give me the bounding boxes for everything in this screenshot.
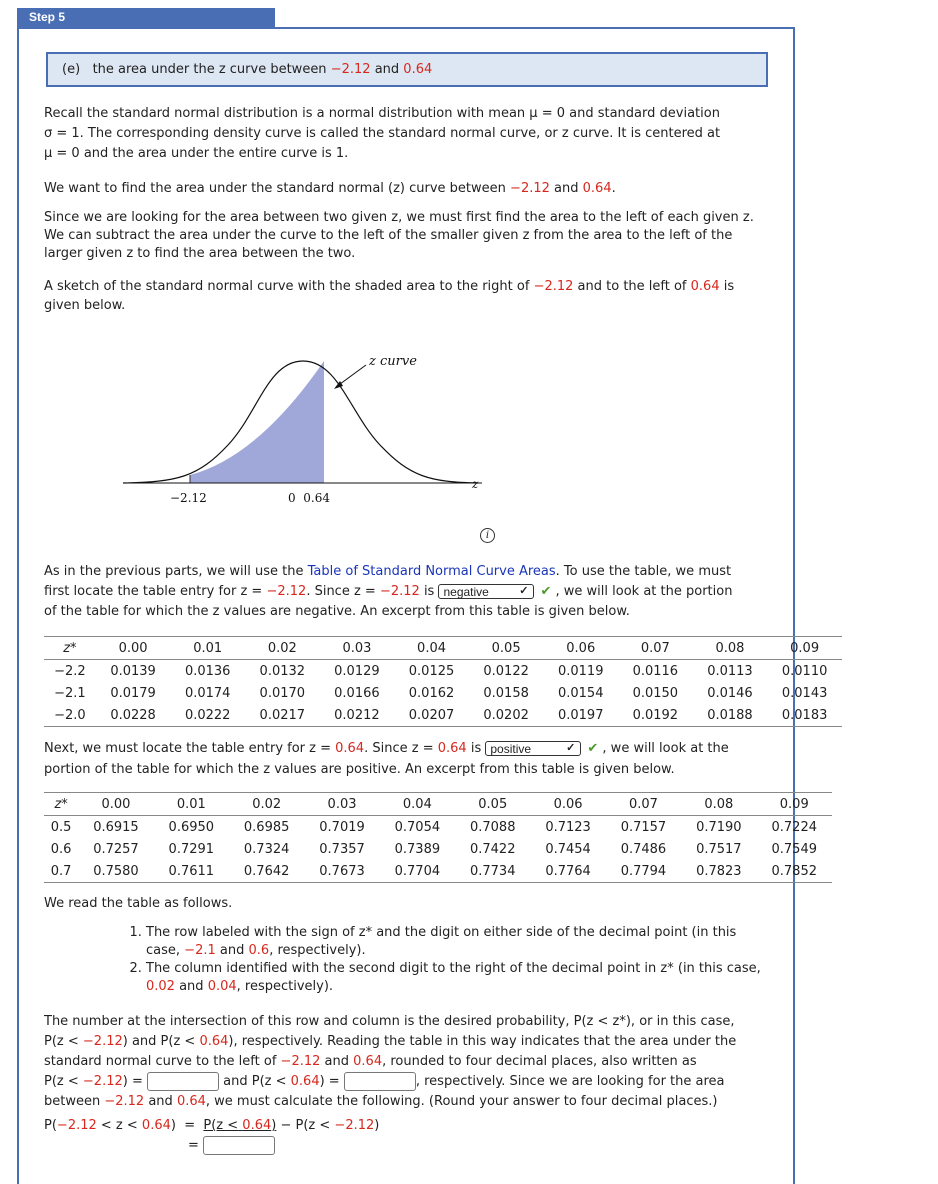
eq-rhs-first-term	[203, 1118, 276, 1133]
table-cell: 0.7054	[394, 819, 441, 835]
final-value-a-3: −2.12	[82, 1074, 123, 1089]
final-l4-post: , respectively. Since we are looking for the area	[415, 1074, 725, 1089]
table-intro-value-a-2: −2.12	[379, 584, 420, 599]
table-header-cell: 0.01	[170, 637, 245, 660]
step-2-value-b: 0.04	[207, 979, 237, 994]
table-cell: 0.0162	[408, 685, 455, 701]
chevron-down-icon: ✓	[566, 742, 576, 754]
want-and: and	[554, 181, 579, 196]
table-cell: 0.0174	[184, 685, 231, 701]
table-cell: 0.7580	[78, 860, 153, 883]
sketch-paragraph	[44, 277, 774, 315]
table-cell: 0.7123	[545, 819, 591, 835]
since-line-1: Since we are looking for the area between two given z, we must first find the area to the left of each given z.	[44, 210, 754, 225]
table-intro-is: is	[423, 584, 435, 599]
table-header-cell: 0.04	[380, 793, 455, 816]
table-intro-text: As in the previous parts, we will use the	[44, 564, 304, 579]
eq-rhs1-pre: P(z <	[203, 1118, 239, 1133]
answer-input-between[interactable]	[203, 1136, 275, 1155]
table-cell: 0.0143	[781, 685, 828, 701]
eq-lhs-mid: < z <	[100, 1118, 138, 1133]
table-row	[44, 682, 842, 704]
equation-row-1	[44, 1116, 379, 1136]
next-line-2: portion of the table for which the z values are positive. An excerpt from this table is given below.	[44, 762, 675, 777]
table-cell: 0.7422	[469, 841, 516, 857]
sketch-value-a: −2.12	[533, 279, 574, 294]
negative-z-table	[44, 636, 842, 727]
table-cell: 0.7019	[319, 819, 365, 835]
table-header-cell: 0.09	[757, 793, 833, 816]
table-cell: 0.6950	[168, 819, 215, 835]
table-cell: 0.7454	[545, 841, 591, 857]
chevron-down-icon: ✓	[519, 585, 529, 597]
table-cell: 0.0146	[707, 685, 753, 701]
table-cell: 0.7704	[380, 860, 455, 883]
table-cell: 0.0119	[557, 663, 604, 679]
eq-value-a: −2.12	[56, 1118, 97, 1133]
step-1-end: , respectively).	[269, 943, 366, 958]
next-since: . Since z =	[364, 741, 434, 756]
table-cell: 0.0170	[259, 685, 306, 701]
table-cell: −2.0	[44, 704, 96, 727]
table-cell: 0.0125	[408, 663, 455, 679]
table-cell: 0.0132	[259, 663, 306, 679]
answer-input-p-pos[interactable]	[344, 1072, 416, 1091]
want-end: .	[611, 181, 616, 196]
table-header-row	[44, 793, 832, 816]
final-l2-p1: P(z <	[44, 1034, 79, 1049]
list-item	[146, 960, 776, 996]
table-cell: 0.0136	[184, 663, 231, 679]
final-paragraph	[44, 1012, 774, 1112]
read-intro: We read the table as follows.	[44, 896, 233, 911]
eq-value-b: 0.64	[141, 1118, 171, 1133]
table-cell: −2.1	[54, 685, 86, 701]
since-line-2: We can subtract the area under the curve to the left of the smaller given z from the area to the left of the	[44, 228, 733, 243]
table-header-cell: 0.01	[154, 793, 229, 816]
eq-minus: −	[280, 1118, 292, 1133]
step-2-end: , respectively).	[236, 979, 334, 994]
table-intro-line-3: of the table for which the z values are negative. An excerpt from this table is given below.	[44, 604, 630, 619]
table-cell: 0.7794	[606, 860, 681, 883]
table-cell: 0.7642	[229, 860, 304, 883]
table-header-cell: z*	[44, 637, 96, 660]
final-l5-pre: between	[44, 1094, 101, 1109]
table-header-row	[44, 637, 842, 660]
eq-lhs-end: )	[170, 1118, 176, 1133]
part-prefix: (e)	[62, 62, 81, 77]
table-cell: 0.0139	[110, 663, 156, 679]
since-paragraph	[44, 209, 774, 263]
table-cell: 0.7357	[319, 841, 365, 857]
table-header-cell: 0.06	[543, 637, 618, 660]
table-intro-value-a: −2.12	[266, 584, 307, 599]
table-header-cell: 0.07	[618, 637, 693, 660]
eq-rhs2-end: )	[374, 1118, 380, 1133]
want-value-a: −2.12	[510, 181, 550, 196]
table-header-cell: 0.09	[767, 637, 842, 660]
list-item	[146, 924, 776, 960]
table-cell: 0.0228	[96, 704, 171, 727]
eq-lhs-pre: P(	[44, 1118, 57, 1133]
final-value-b-2: 0.64	[353, 1054, 383, 1069]
final-value-a: −2.12	[82, 1034, 123, 1049]
recall-paragraph	[44, 104, 774, 164]
table-cell: 0.7	[44, 860, 78, 883]
axis-label: z	[472, 477, 479, 491]
table-intro-paragraph	[44, 562, 774, 622]
table-intro-since: . Since z =	[306, 584, 376, 599]
check-icon: ✔	[540, 584, 552, 599]
final-l4-p2: ) =	[122, 1074, 143, 1089]
table-cell: 0.0207	[394, 704, 469, 727]
read-steps-list	[126, 924, 776, 996]
next-is: is	[470, 741, 482, 756]
sketch-end: is	[723, 279, 735, 294]
table-header-cell: 0.00	[78, 793, 153, 816]
final-l3-post: , rounded to four decimal places, also written as	[382, 1054, 697, 1069]
want-text: We want to find the area under the standard normal (z) curve between	[44, 181, 506, 196]
table-cell: 0.0113	[707, 663, 753, 679]
part-value-a: −2.12	[330, 62, 371, 77]
curve-label: z curve	[369, 354, 417, 369]
table-cell: 0.0158	[483, 685, 529, 701]
recall-line-2: σ = 1. The corresponding density curve is called the standard normal curve, or z curve. It is centered at	[44, 126, 721, 141]
step-1-value-b: 0.6	[248, 943, 270, 958]
table-intro-post-2: , we will look at the portion	[555, 584, 733, 599]
table-row	[44, 838, 832, 860]
table-cell: 0.0154	[557, 685, 604, 701]
next-paragraph	[44, 738, 774, 780]
table-header-cell: 0.02	[245, 637, 320, 660]
eq2-equals: =	[188, 1138, 199, 1153]
table-cell: 0.7611	[154, 860, 229, 883]
frame-left-border	[17, 27, 19, 1184]
final-l3-pre: standard normal curve to the left of	[44, 1054, 277, 1069]
table-header-cell: 0.04	[394, 637, 469, 660]
table-cell: 0.7549	[771, 841, 817, 857]
normal-curve-figure	[118, 345, 518, 515]
table-cell: 0.6	[50, 841, 72, 857]
table-cell: 0.0183	[767, 704, 842, 727]
table-cell: 0.0197	[543, 704, 618, 727]
table-header-cell: 0.03	[304, 793, 379, 816]
table-header-cell: 0.08	[681, 793, 756, 816]
table-cell: 0.7157	[620, 819, 667, 835]
table-cell: 0.0212	[320, 704, 395, 727]
table-cell: 0.0150	[632, 685, 679, 701]
tick-label-right: 0 0.64	[288, 491, 330, 505]
table-header-cell: 0.05	[469, 637, 544, 660]
final-value-a-4: −2.12	[104, 1094, 145, 1109]
table-header-cell: 0.05	[455, 793, 530, 816]
table-cell: 0.7764	[530, 860, 605, 883]
final-value-b-4: 0.64	[176, 1094, 206, 1109]
final-line-1: The number at the intersection of this row and column is the desired probability, P(z < z*), or in this case,	[44, 1014, 735, 1029]
table-cell: 0.6985	[243, 819, 290, 835]
table-cell: 0.0110	[781, 663, 828, 679]
table-cell: 0.7517	[696, 841, 742, 857]
sketch-mid: and to the left of	[577, 279, 687, 294]
table-header-cell: 0.02	[229, 793, 304, 816]
sketch-value-b: 0.64	[690, 279, 720, 294]
eq-rhs1-end: )	[271, 1118, 277, 1133]
positive-z-table	[44, 792, 832, 883]
table-header-cell: z*	[44, 793, 78, 816]
table-header-cell: 0.00	[96, 637, 171, 660]
sign-select-value: positive	[490, 742, 532, 756]
final-l5-post: , we must calculate the following. (Round your answer to four decimal places.)	[205, 1094, 718, 1109]
recall-line-3: μ = 0 and the area under the entire curve is 1.	[44, 146, 349, 161]
table-header-cell: 0.06	[530, 793, 605, 816]
final-l5-and: and	[148, 1094, 173, 1109]
table-cell: 0.0166	[334, 685, 380, 701]
table-cell: 0.0122	[483, 663, 529, 679]
step-2-text: The column identified with the second digit to the right of the decimal point in z* (in this case,	[146, 961, 761, 976]
table-cell: 0.0222	[170, 704, 245, 727]
table-link[interactable]: Table of Standard Normal Curve Areas	[307, 564, 556, 579]
equation-row-2	[188, 1136, 275, 1156]
table-cell: 0.7324	[243, 841, 290, 857]
recall-line-1: Recall the standard normal distribution is a normal distribution with mean μ = 0 and standard deviation	[44, 106, 720, 121]
table-cell: 0.7852	[757, 860, 833, 883]
eq-rhs1-value: 0.64	[242, 1118, 272, 1133]
sign-select-value: negative	[443, 585, 489, 599]
frame-top-border	[17, 27, 795, 29]
table-cell: 0.0116	[632, 663, 679, 679]
final-l4-and: and P(z <	[223, 1074, 287, 1089]
table-cell: 0.7088	[469, 819, 516, 835]
step-2-value-a: 0.02	[146, 979, 175, 994]
answer-input-p-neg[interactable]	[147, 1072, 219, 1091]
shaded-area	[190, 361, 324, 483]
table-cell: 0.7291	[168, 841, 215, 857]
tick-label-left: −2.12	[170, 491, 207, 505]
check-icon: ✔	[587, 741, 599, 756]
step-1-value-a: −2.1	[184, 943, 216, 958]
step-1-text: The row labeled with the sign of z* and the digit on either side of the decimal point (in this	[146, 925, 737, 940]
want-value-b: 0.64	[582, 181, 612, 196]
table-intro-l2-text: first locate the table entry for z =	[44, 584, 263, 599]
table-cell: 0.7486	[620, 841, 667, 857]
table-cell: 0.0188	[693, 704, 768, 727]
eq-equals: =	[184, 1118, 196, 1133]
info-icon[interactable]: i	[480, 528, 495, 543]
table-row	[44, 704, 842, 727]
step-1-and: and	[219, 943, 245, 958]
table-cell: 0.7224	[771, 819, 817, 835]
table-cell: −2.2	[54, 663, 86, 679]
final-value-a-2: −2.12	[280, 1054, 321, 1069]
table-cell: 0.0202	[469, 704, 544, 727]
step-2-and: and	[179, 979, 204, 994]
table-cell: 0.6915	[93, 819, 139, 835]
table-cell: 0.7257	[93, 841, 139, 857]
final-value-b: 0.64	[199, 1034, 229, 1049]
next-text: Next, we must locate the table entry for z =	[44, 741, 332, 756]
sign-select-positive[interactable]	[485, 741, 581, 756]
table-row	[44, 860, 832, 883]
since-line-3: larger given z to find the area between the two.	[44, 246, 356, 261]
eq-rhs2-pre: P(z <	[295, 1118, 331, 1133]
table-cell: 0.0129	[334, 663, 380, 679]
table-intro-post: . To use the table, we must	[555, 564, 732, 579]
next-post: , we will look at the	[602, 741, 729, 756]
table-cell: 0.7190	[696, 819, 742, 835]
table-cell: 0.5	[50, 819, 72, 835]
sketch-text: A sketch of the standard normal curve with the shaded area to the right of	[44, 279, 530, 294]
table-cell: 0.7734	[455, 860, 530, 883]
table-cell: 0.0217	[245, 704, 320, 727]
part-value-b: 0.64	[403, 62, 433, 77]
sign-select-negative[interactable]	[438, 584, 534, 599]
eq-rhs2-value: −2.12	[334, 1118, 375, 1133]
final-value-b-3: 0.64	[290, 1074, 320, 1089]
part-and: and	[374, 62, 400, 77]
table-row	[44, 816, 832, 839]
sketch-line-2: given below.	[44, 298, 126, 313]
part-heading	[46, 52, 768, 87]
final-l4-p3: ) =	[319, 1074, 340, 1089]
table-header-cell: 0.07	[606, 793, 681, 816]
next-value-b: 0.64	[335, 741, 365, 756]
final-l2-p3: ), respectively. Reading the table in this way indicates that the area under the	[228, 1034, 737, 1049]
final-l4-p1: P(z <	[44, 1074, 79, 1089]
final-l2-p2: ) and P(z <	[122, 1034, 196, 1049]
table-cell: 0.0179	[110, 685, 156, 701]
frame-right-border	[793, 27, 795, 1184]
final-l3-and: and	[324, 1054, 349, 1069]
want-paragraph	[44, 179, 774, 199]
next-value-b-2: 0.64	[437, 741, 467, 756]
table-cell: 0.0192	[618, 704, 693, 727]
table-cell: 0.7389	[394, 841, 441, 857]
step-1-case: case,	[146, 943, 181, 958]
part-text: the area under the z curve between	[92, 62, 327, 77]
table-row	[44, 660, 842, 683]
table-cell: 0.7673	[304, 860, 379, 883]
table-header-cell: 0.03	[320, 637, 395, 660]
table-header-cell: 0.08	[693, 637, 768, 660]
table-cell: 0.7823	[681, 860, 756, 883]
step-label: Step 5	[17, 8, 275, 27]
